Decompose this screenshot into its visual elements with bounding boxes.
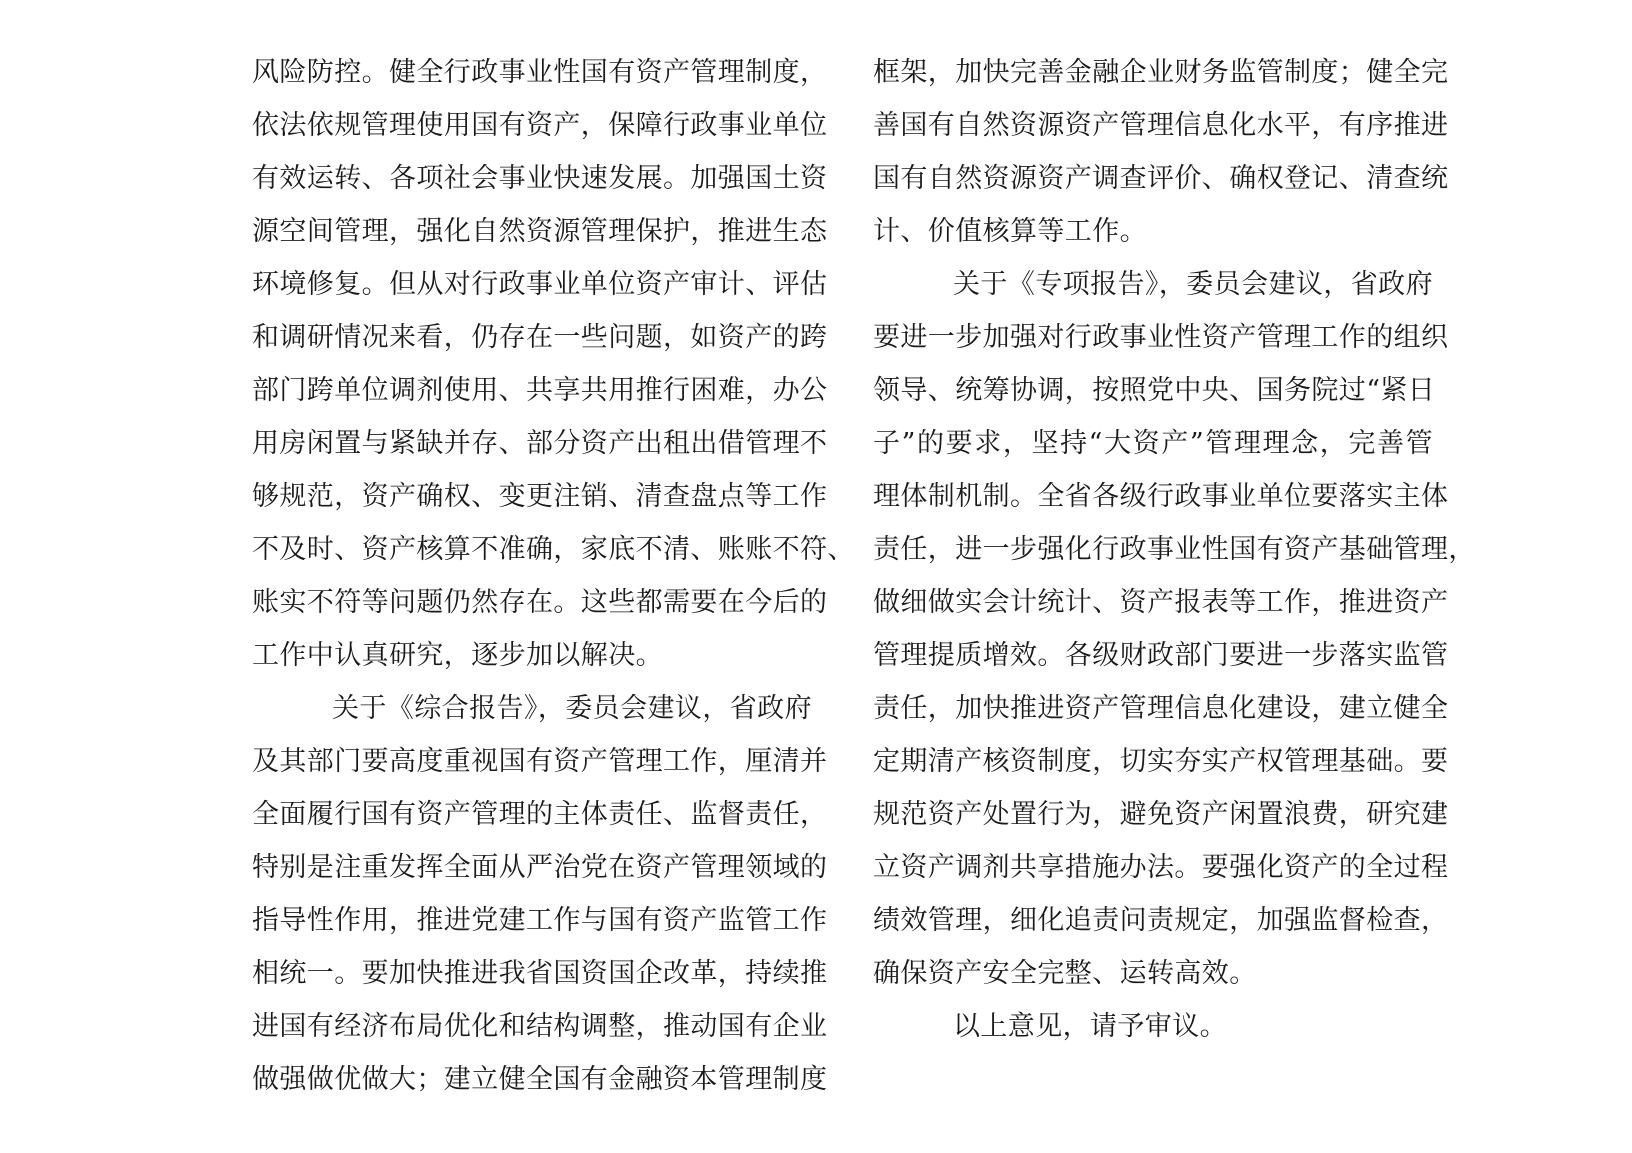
text-line: 和调研情况来看，仍存在一些问题，如资产的跨 — [252, 322, 828, 353]
text-line: 源空间管理，强化自然资源管理保护，推进生态 — [252, 216, 828, 247]
text-line: 够规范，资产确权、变更注销、清查盘点等工作 — [252, 481, 828, 512]
text-line: 子”的要求，坚持“大资产”管理理念，完善管 — [873, 428, 1433, 459]
text-line: 环境修复。但从对行政事业单位资产审计、评估 — [252, 269, 828, 300]
text-line: 理体制机制。全省各级行政事业单位要落实主体 — [873, 481, 1449, 512]
text-line: 框架，加快完善金融企业财务监管制度；健全完 — [873, 57, 1449, 88]
text-line: 风险防控。健全行政事业性国有资产管理制度， — [252, 57, 828, 88]
text-line: 进国有经济布局优化和结构调整，推动国有企业 — [252, 1011, 828, 1042]
text-line: 部门跨单位调剂使用、共享共用推行困难，办公 — [252, 375, 828, 406]
closing-line: 以上意见，请予审议。 — [953, 1011, 1227, 1042]
paragraph-start-line: 关于《综合报告》，委员会建议，省政府 — [332, 693, 812, 724]
text-line: 管理提质增效。各级财政部门要进一步落实监管 — [873, 640, 1449, 671]
text-line: 计、价值核算等工作。 — [873, 216, 1147, 247]
text-line: 不及时、资产核算不准确，家底不清、账账不符、 — [252, 534, 855, 565]
text-line: 用房闲置与紧缺并存、部分资产出租出借管理不 — [252, 428, 828, 459]
text-line: 领导、统筹协调，按照党中央、国务院过“紧日 — [873, 375, 1436, 406]
paragraph-start-line: 关于《专项报告》，委员会建议，省政府 — [953, 269, 1433, 300]
text-line: 善国有自然资源资产管理信息化水平，有序推进 — [873, 110, 1449, 141]
text-line: 指导性作用，推进党建工作与国有资产监管工作 — [252, 905, 828, 936]
text-line: 绩效管理，细化追责问责规定，加强监督检查， — [873, 905, 1449, 936]
left-column — [252, 46, 855, 1106]
text-line: 规范资产处置行为，避免资产闲置浪费，研究建 — [873, 799, 1449, 830]
text-line: 账实不符等问题仍然存在。这些都需要在今后的 — [252, 587, 828, 618]
text-line: 相统一。要加快推进我省国资国企改革，持续推 — [252, 958, 828, 989]
text-line: 要进一步加强对行政事业性资产管理工作的组织 — [873, 322, 1449, 353]
text-line: 责任，加快推进资产管理信息化建设，建立健全 — [873, 693, 1449, 724]
text-line: 做细做实会计统计、资产报表等工作，推进资产 — [873, 587, 1449, 618]
text-line: 立资产调剂共享措施办法。要强化资产的全过程 — [873, 852, 1449, 883]
text-line: 全面履行国有资产管理的主体责任、监督责任， — [252, 799, 828, 830]
text-line: 工作中认真研究，逐步加以解决。 — [252, 640, 663, 671]
text-line: 确保资产安全完整、运转高效。 — [873, 958, 1257, 989]
text-line: 及其部门要高度重视国有资产管理工作，厘清并 — [252, 746, 828, 777]
text-line: 国有自然资源资产调查评价、确权登记、清查统 — [873, 163, 1449, 194]
text-line: 特别是注重发挥全面从严治党在资产管理领域的 — [252, 852, 828, 883]
text-line: 有效运转、各项社会事业快速发展。加强国土资 — [252, 163, 828, 194]
text-line: 做强做优做大；建立健全国有金融资本管理制度 — [252, 1064, 828, 1095]
text-line: 定期清产核资制度，切实夯实产权管理基础。要 — [873, 746, 1449, 777]
text-line: 责任，进一步强化行政事业性国有资产基础管理， — [873, 534, 1476, 565]
right-column — [873, 46, 1476, 1053]
text-line: 依法依规管理使用国有资产，保障行政事业单位 — [252, 110, 828, 141]
